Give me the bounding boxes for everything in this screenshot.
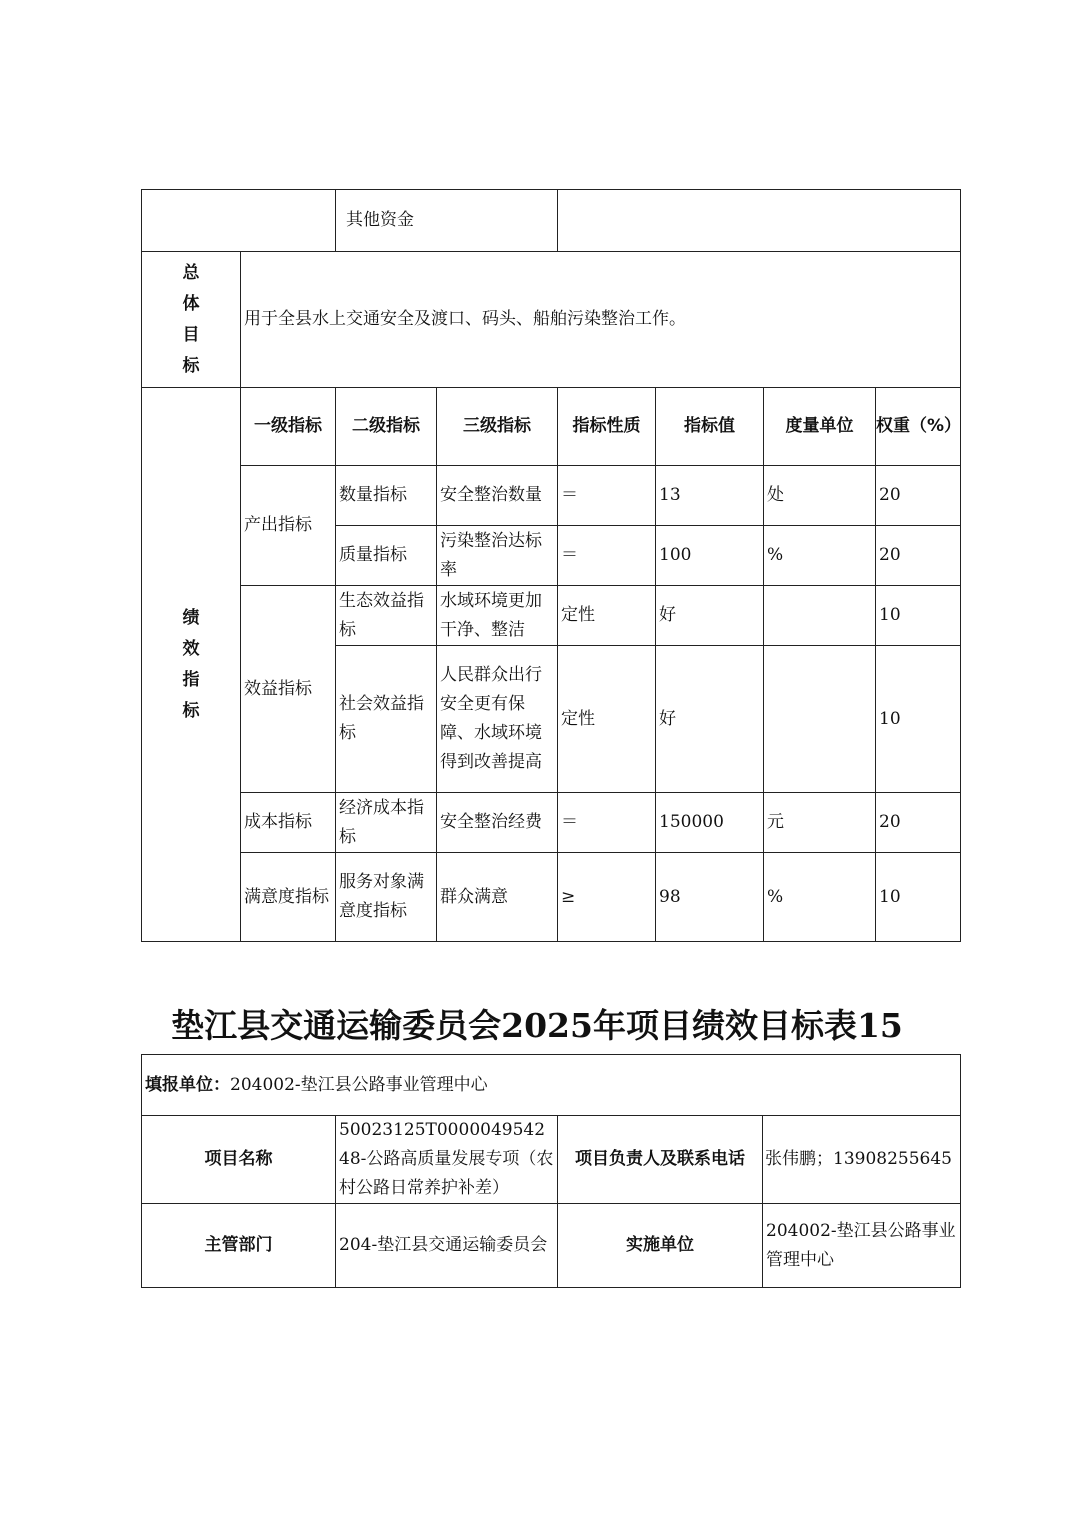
weight-cell: 20 — [876, 466, 961, 526]
leader-label: 项目负责人及联系电话 — [558, 1116, 763, 1204]
dept-value: 204-垫江县交通运输委员会 — [336, 1204, 558, 1288]
unit-cell: % — [764, 853, 876, 942]
level2-cell: 生态效益指标 — [336, 586, 437, 646]
header-level2: 二级指标 — [336, 388, 437, 466]
level3-cell: 水域环境更加干净、整洁 — [437, 586, 558, 646]
group-satisfaction: 满意度指标 — [241, 853, 336, 942]
page-title: 垫江县交通运输委员会2025年项目绩效目标表15 — [171, 1006, 903, 1045]
level3-cell: 安全整治数量 — [437, 466, 558, 526]
group-output: 产出指标 — [241, 466, 336, 586]
performance-indicator-label: 绩 效 指 标 — [142, 388, 241, 942]
nature-cell: 定性 — [558, 646, 656, 793]
header-value: 指标值 — [656, 388, 764, 466]
table-row — [142, 466, 961, 526]
weight-cell: 10 — [876, 853, 961, 942]
overall-goal-text: 用于全县水上交通安全及渡口、码头、船舶污染整治工作。 — [241, 252, 961, 388]
table-row — [142, 793, 961, 853]
overall-goal-label: 总 体 目 标 — [142, 252, 241, 388]
value-cell: 好 — [656, 586, 764, 646]
unit-cell: % — [764, 526, 876, 586]
nature-cell: ≥ — [558, 853, 656, 942]
value-cell: 98 — [656, 853, 764, 942]
level3-cell: 安全整治经费 — [437, 793, 558, 853]
reporting-unit-label: 填报单位： — [145, 1074, 230, 1095]
reporting-unit — [142, 1055, 961, 1116]
level3-cell: 群众满意 — [437, 853, 558, 942]
level2-cell: 社会效益指标 — [336, 646, 437, 793]
value-cell: 好 — [656, 646, 764, 793]
nature-cell: ＝ — [558, 793, 656, 853]
level2-cell: 服务对象满意度指标 — [336, 853, 437, 942]
dept-label: 主管部门 — [142, 1204, 336, 1288]
group-cost: 成本指标 — [241, 793, 336, 853]
value-cell: 150000 — [656, 793, 764, 853]
unit-cell: 元 — [764, 793, 876, 853]
level3-cell: 污染整治达标率 — [437, 526, 558, 586]
table-row — [142, 586, 961, 646]
nature-cell: ＝ — [558, 466, 656, 526]
leader-value: 张伟鹏；13908255645 — [763, 1116, 961, 1204]
performance-target-table — [141, 189, 961, 942]
nature-cell: 定性 — [558, 586, 656, 646]
unit-cell — [764, 586, 876, 646]
nature-cell: ＝ — [558, 526, 656, 586]
weight-cell: 20 — [876, 793, 961, 853]
other-funds-value — [558, 190, 961, 252]
header-level3: 三级指标 — [437, 388, 558, 466]
header-unit: 度量单位 — [764, 388, 876, 466]
impl-value: 204002-垫江县公路事业管理中心 — [763, 1204, 961, 1288]
level3-cell: 人民群众出行安全更有保障、水域环境得到改善提高 — [437, 646, 558, 793]
table-row — [142, 853, 961, 942]
weight-cell: 20 — [876, 526, 961, 586]
project-name-value: 50023125T000004954248-公路高质量发展专项（农村公路日常养护补差） — [336, 1116, 558, 1204]
impl-label: 实施单位 — [558, 1204, 763, 1288]
project-name-label: 项目名称 — [142, 1116, 336, 1204]
empty-cell — [142, 190, 336, 252]
level2-cell: 经济成本指标 — [336, 793, 437, 853]
project-info-table — [141, 1054, 961, 1288]
reporting-unit-value: 204002-垫江县公路事业管理中心 — [230, 1074, 488, 1095]
header-nature: 指标性质 — [558, 388, 656, 466]
group-benefit: 效益指标 — [241, 586, 336, 793]
weight-cell: 10 — [876, 646, 961, 793]
header-level1: 一级指标 — [241, 388, 336, 466]
unit-cell — [764, 646, 876, 793]
level2-cell: 数量指标 — [336, 466, 437, 526]
value-cell: 13 — [656, 466, 764, 526]
value-cell: 100 — [656, 526, 764, 586]
weight-cell: 10 — [876, 586, 961, 646]
header-weight: 权重（%） — [876, 388, 961, 466]
unit-cell: 处 — [764, 466, 876, 526]
level2-cell: 质量指标 — [336, 526, 437, 586]
other-funds-label: 其他资金 — [336, 190, 558, 252]
